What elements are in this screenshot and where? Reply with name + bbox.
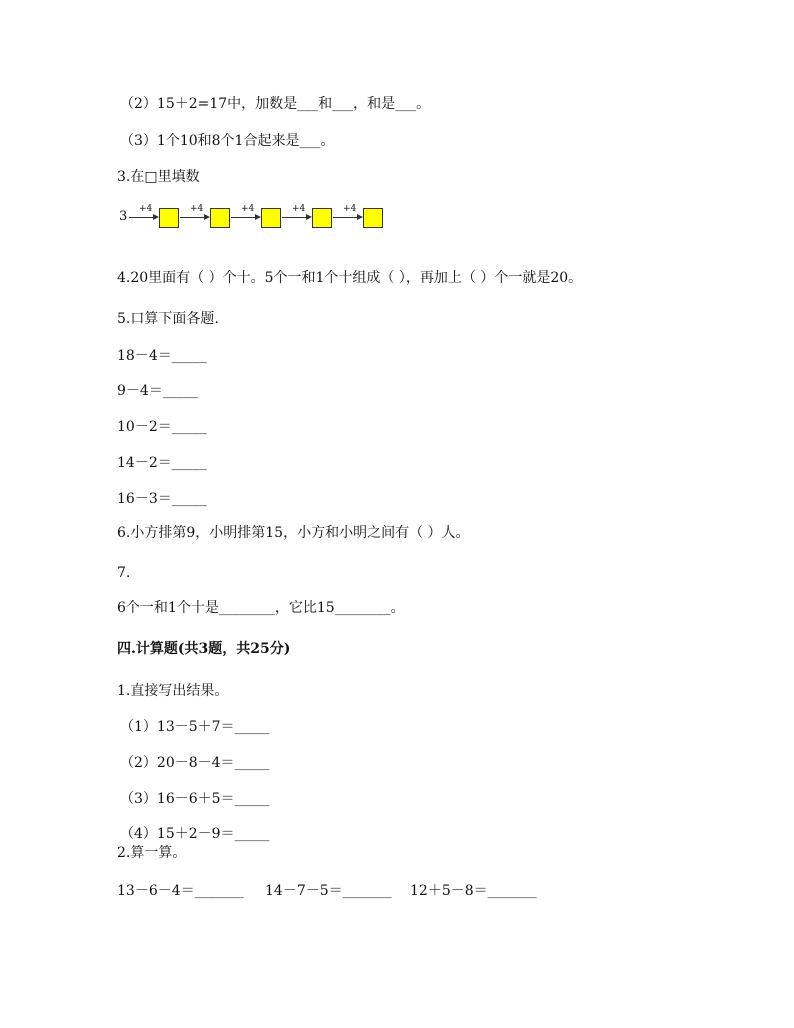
chain-start: 3 (119, 209, 128, 224)
s4-q1-item: （3）16－6＋5＝_____ (120, 791, 270, 807)
number-chain (119, 204, 399, 232)
chain-step-label: +4 (241, 204, 255, 214)
chain-arrow (129, 204, 159, 232)
answer-box[interactable] (159, 208, 179, 228)
s4-q1-item: （1）13－5＋7＝_____ (120, 719, 270, 735)
s4-q1-item: （4）15＋2－9＝_____ (120, 826, 270, 842)
q5-item: 16－3＝_____ (117, 491, 207, 507)
section-4-q1-title: 1.直接写出结果。 (117, 683, 229, 699)
question-7-number: 7. (117, 565, 131, 581)
chain-arrow (180, 204, 210, 232)
q5-item: 18－4＝_____ (117, 348, 207, 364)
answer-box[interactable] (363, 208, 383, 228)
chain-arrow (231, 204, 261, 232)
section-4-q2-title: 2.算一算。 (117, 845, 187, 861)
chain-step-label: +4 (190, 204, 204, 214)
question-2-2: （2）15＋2=17中，加数是___和___，和是___。 (120, 96, 431, 112)
s4-q2-item: 13－6－4＝_______ (117, 883, 244, 899)
question-2-3: （3）1个10和8个1合起来是___。 (120, 133, 335, 149)
question-5-title: 5.口算下面各题. (117, 311, 219, 327)
section-heading: 四.计算题(共3题，共25分) (117, 641, 291, 657)
q5-item: 9－4＝_____ (117, 383, 198, 399)
question-6: 6.小方排第9，小明排第15，小方和小明之间有（ ）人。 (117, 525, 470, 541)
question-4: 4.20里面有（ ）个十。5个一和1个十组成（ ），再加上（ ）个一就是20。 (117, 270, 583, 286)
q5-item: 10－2＝_____ (117, 419, 207, 435)
chain-arrow (333, 204, 363, 232)
s4-q2-item: 12＋5－8＝_______ (410, 883, 537, 899)
answer-box[interactable] (261, 208, 281, 228)
chain-step-label: +4 (139, 204, 153, 214)
question-3-title: 3.在□里填数 (117, 169, 200, 185)
answer-box[interactable] (210, 208, 230, 228)
s4-q1-item: （2）20－8－4＝_____ (120, 755, 270, 771)
answer-box[interactable] (312, 208, 332, 228)
q5-item: 14－2＝_____ (117, 455, 207, 471)
chain-arrow (282, 204, 312, 232)
chain-step-label: +4 (343, 204, 357, 214)
s4-q2-item: 14－7－5＝_______ (265, 883, 392, 899)
question-7-text: 6个一和1个十是________，它比15________。 (117, 600, 405, 616)
chain-step-label: +4 (292, 204, 306, 214)
